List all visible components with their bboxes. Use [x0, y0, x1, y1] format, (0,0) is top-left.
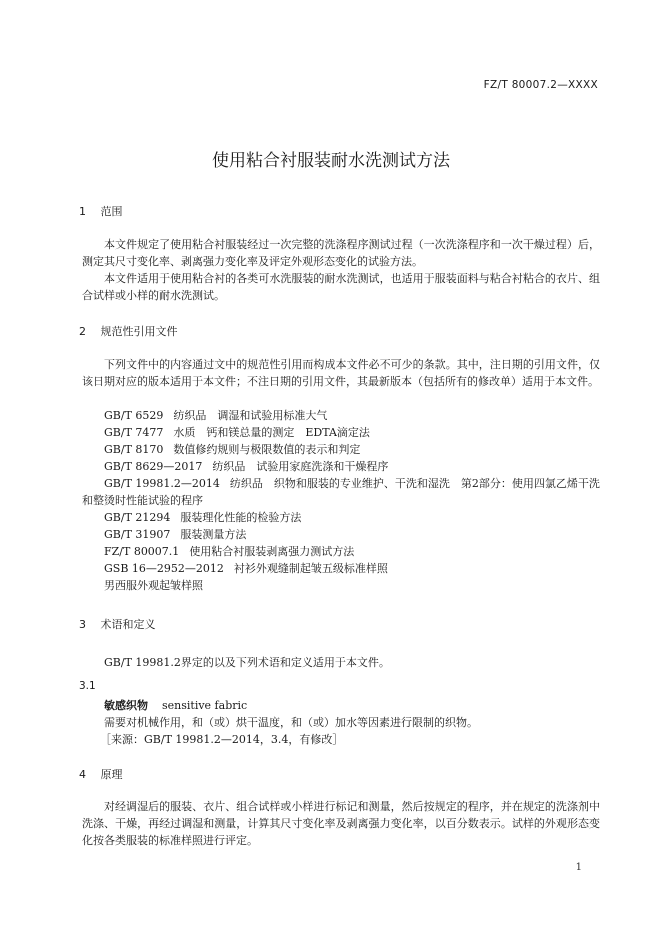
reference-code: GB/T 8629—2017	[104, 460, 203, 473]
reference-title: 男西服外观起皱样照	[104, 579, 203, 592]
reference-title: 使用粘合衬服装剥离强力测试方法	[189, 545, 355, 558]
reference-item	[82, 560, 600, 577]
reference-title: 衬衫外观缝制起皱五级标准样照	[233, 562, 388, 575]
section-heading-normative-references	[79, 323, 178, 339]
reference-item	[82, 475, 600, 509]
reference-item	[82, 441, 600, 458]
section-number: 1	[79, 205, 86, 218]
reference-code: FZ/T 80007.1	[104, 545, 180, 558]
reference-title: 纺织品 织物和服装的专业维护、干洗和湿洗 第2部分：使用四氯乙烯干洗和整烫时性能试验的程序	[82, 477, 600, 507]
reference-code: GSB 16—2952—2012	[104, 562, 224, 575]
reference-title: 数值修约规则与极限数值的表示和判定	[173, 443, 361, 456]
term-entry-number: 3.1	[79, 680, 96, 692]
reference-title: 纺织品 试验用家庭洗涤和干燥程序	[212, 460, 389, 473]
page-number: 1	[575, 862, 582, 873]
reference-list	[82, 407, 600, 594]
reference-item	[82, 458, 600, 475]
reference-item	[82, 407, 600, 424]
reference-title: 纺织品 调湿和试验用标准大气	[173, 409, 328, 422]
term-chinese: 敏感织物	[104, 699, 148, 712]
reference-item	[82, 543, 600, 560]
reference-item	[82, 577, 600, 594]
section-title: 术语和定义	[100, 618, 156, 631]
reference-code: GB/T 19981.2—2014	[104, 477, 220, 490]
scope-paragraph-2: 本文件适用于使用粘合衬的各类可水洗服装的耐水洗测试，也适用于服装面料与粘合衬粘合的衣片、组合试样或小样的耐水洗测试。	[82, 272, 600, 302]
term-name-line	[104, 697, 600, 714]
reference-code: GB/T 6529	[104, 409, 164, 422]
reference-code: GB/T 21294	[104, 511, 171, 524]
term-english: sensitive fabric	[162, 699, 248, 712]
principle-paragraph: 对经调湿后的服装、衣片、组合试样或小样进行标记和测量，然后按规定的程序，并在规定的洗涤剂中洗涤、干燥，再经过调湿和测量，计算其尺寸变化率及剥离强力变化率，以百分数表示。试样的外观形态变化按各类服装的标准样照进行评定。	[82, 800, 600, 847]
section-heading-terms	[79, 616, 156, 632]
document-title: 使用粘合衬服装耐水洗测试方法	[212, 151, 450, 171]
terms-intro: GB/T 19981.2界定的以及下列术语和定义适用于本文件。	[104, 656, 390, 669]
scope-paragraph-1: 本文件规定了使用粘合衬服装经过一次完整的洗涤程序测试过程（一次洗涤程序和一次干燥过程）后，测定其尺寸变化率、剥离强力变化率及评定外观形态变化的试验方法。	[82, 238, 600, 268]
reference-code: GB/T 8170	[104, 443, 164, 456]
section-title: 规范性引用文件	[100, 325, 178, 338]
reference-item	[82, 424, 600, 441]
reference-item	[82, 526, 600, 543]
reference-title: 水质 钙和镁总量的测定 EDTA滴定法	[173, 426, 370, 439]
term-entry	[100, 697, 600, 748]
section-number: 2	[79, 325, 86, 338]
section-title: 原理	[100, 768, 123, 781]
section-heading-scope	[79, 203, 123, 219]
section-title: 范围	[100, 205, 123, 218]
reference-code: GB/T 31907	[104, 528, 171, 541]
section-number: 4	[79, 768, 86, 781]
standard-code: FZ/T 80007.2—XXXX	[483, 79, 598, 91]
section-number: 3	[79, 618, 86, 631]
reference-title: 服装理化性能的检验方法	[180, 511, 302, 524]
section-heading-principle	[79, 766, 123, 782]
reference-title: 服装测量方法	[180, 528, 247, 541]
reference-item	[82, 509, 600, 526]
term-source: ［来源：GB/T 19981.2—2014，3.4，有修改］	[100, 733, 344, 746]
reference-code: GB/T 7477	[104, 426, 164, 439]
normative-refs-intro: 下列文件中的内容通过文中的规范性引用而构成本文件必不可少的条款。其中，注日期的引用文件，仅该日期对应的版本适用于本文件；不注日期的引用文件，其最新版本（包括所有的修改单）适用于本文件。	[82, 358, 600, 388]
term-definition: 需要对机械作用，和（或）烘干温度，和（或）加水等因素进行限制的织物。	[104, 716, 478, 729]
